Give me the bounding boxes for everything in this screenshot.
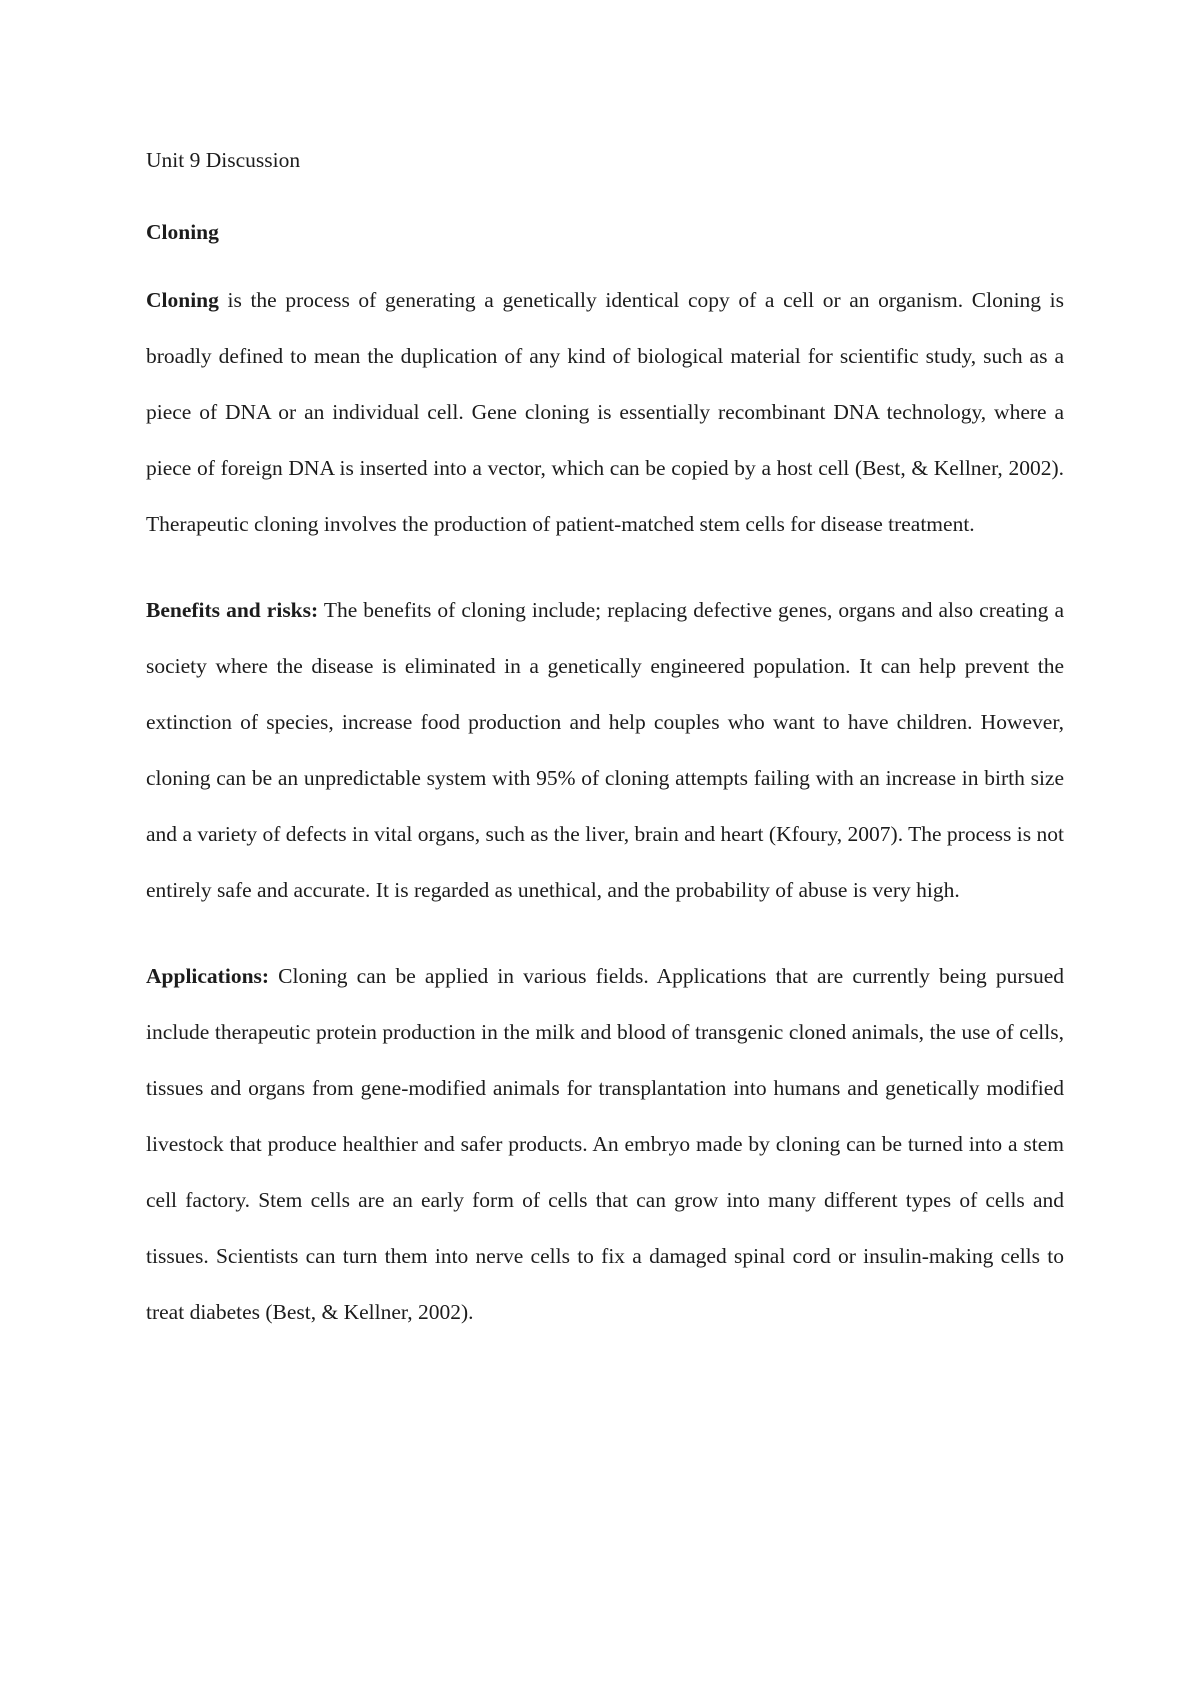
paragraph-applications [146, 948, 1064, 1340]
section-heading: Cloning [146, 220, 219, 244]
document-body [146, 140, 1064, 1340]
paragraph-benefits-risks [146, 582, 1064, 918]
paragraph-lead: Cloning [146, 288, 219, 312]
paragraph-lead: Benefits and risks: [146, 598, 319, 622]
paragraph-text: The benefits of cloning include; replacing defective genes, organs and also creating a society where the disease is eliminated in a genetically engineered population. It can help prevent the extinction of species, increase food production and help couples who want to have children. However, cloning can be an unpredictable system with 95% of cloning attempts failing with an increase in birth size and a variety of defects in vital organs, such as the liver, brain and heart (Kfoury, 2007). The process is not entirely safe and accurate. It is regarded as unethical, and the probability of abuse is very high. [146, 598, 1064, 902]
paragraph-text: Cloning can be applied in various fields. Applications that are currently being pursued include therapeutic protein production in the milk and blood of transgenic cloned animals, the use of cells, tissues and organs from gene-modified animals for transplantation into humans and genetically modified livestock that produce healthier and safer products. An embryo made by cloning can be turned into a stem cell factory. Stem cells are an early form of cells that can grow into many different types of cells and tissues. Scientists can turn them into nerve cells to fix a damaged spinal cord or insulin-making cells to treat diabetes (Best, & Kellner, 2002). [146, 964, 1064, 1324]
paragraph-text: is the process of generating a genetically identical copy of a cell or an organism. Cloning is broadly defined to mean the duplication of any kind of biological material for scientific study, such as a piece of DNA or an individual cell. Gene cloning is essentially recombinant DNA technology, where a piece of foreign DNA is inserted into a vector, which can be copied by a host cell (Best, & Kellner, 2002). Therapeutic cloning involves the production of patient-matched stem cells for disease treatment. [146, 288, 1064, 536]
paragraph-definition [146, 272, 1064, 552]
document-title: Unit 9 Discussion [146, 148, 301, 172]
paragraph-lead: Applications: [146, 964, 270, 988]
